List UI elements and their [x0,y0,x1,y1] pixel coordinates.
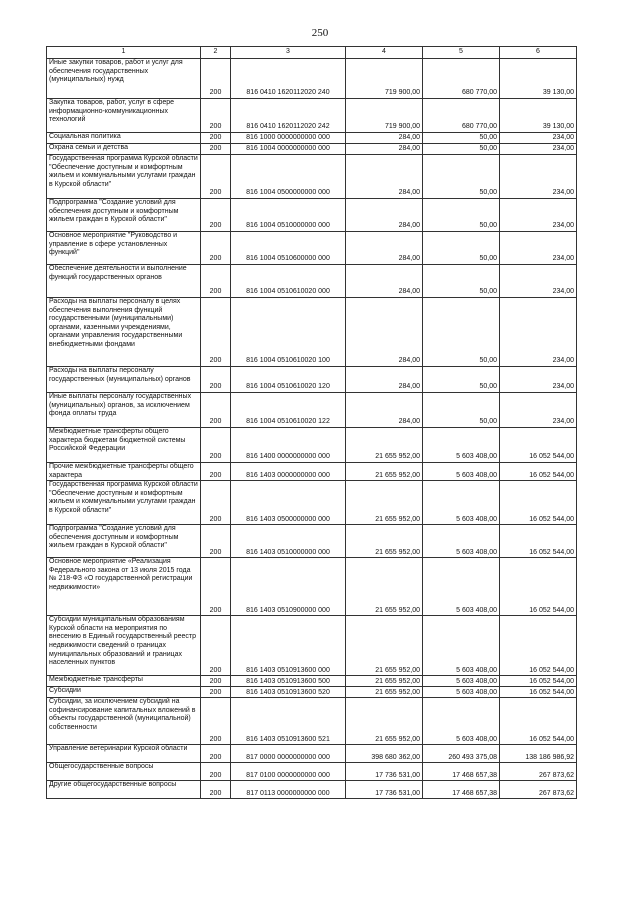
table-row [47,698,577,745]
row-name: Иные закупки товаров, работ и услуг для обеспечения государственных (муниципальных) нужд [47,59,201,99]
row-value-6: 267 873,62 [500,763,577,781]
row-budget-code: 816 1403 0510913600 521 [231,698,346,745]
row-name: Субсидии муниципальным образованиям Курской области на мероприятия по внесению в Единый государственный реестр недвижимости сведений о границах муниципальных образований и границах населенных пунктов [47,616,201,676]
row-value-6: 234,00 [500,265,577,298]
row-value-6: 234,00 [500,199,577,232]
row-admin-code: 200 [201,676,231,687]
row-value-4: 21 655 952,00 [346,558,423,616]
table-row [47,367,577,393]
row-value-4: 17 736 531,00 [346,781,423,799]
row-budget-code: 816 1403 0510000000 000 [231,525,346,558]
table-row [47,481,577,525]
row-value-4: 21 655 952,00 [346,463,423,481]
row-budget-code: 816 1403 0510913600 000 [231,616,346,676]
column-header: 3 [231,47,346,59]
row-name: Закупка товаров, работ, услуг в сфере информационно-коммуникационных технологий [47,99,201,133]
row-admin-code: 200 [201,481,231,525]
row-value-5: 5 603 408,00 [423,616,500,676]
row-admin-code: 200 [201,232,231,265]
row-value-4: 21 655 952,00 [346,428,423,463]
table-row [47,393,577,428]
row-name: Управление ветеринарии Курской области [47,745,201,763]
row-admin-code: 200 [201,698,231,745]
row-value-5: 50,00 [423,393,500,428]
row-admin-code: 200 [201,745,231,763]
row-value-4: 21 655 952,00 [346,698,423,745]
row-value-6: 39 130,00 [500,59,577,99]
row-value-5: 5 603 408,00 [423,481,500,525]
row-budget-code: 816 1004 0500000000 000 [231,155,346,199]
row-value-4: 284,00 [346,232,423,265]
row-value-4: 21 655 952,00 [346,525,423,558]
row-name: Субсидии [47,687,201,698]
row-value-5: 50,00 [423,367,500,393]
column-header: 5 [423,47,500,59]
row-budget-code: 816 1004 0510610020 120 [231,367,346,393]
row-value-6: 16 052 544,00 [500,687,577,698]
row-budget-code: 816 1400 0000000000 000 [231,428,346,463]
row-value-5: 5 603 408,00 [423,463,500,481]
row-value-5: 260 493 375,08 [423,745,500,763]
row-budget-code: 816 1403 0500000000 000 [231,481,346,525]
row-name: Подпрограмма "Создание условий для обеспечения доступным и комфортным жильем граждан в Курской области" [47,525,201,558]
table-row [47,298,577,367]
row-admin-code: 200 [201,393,231,428]
table-row [47,133,577,144]
column-header: 6 [500,47,577,59]
row-value-6: 16 052 544,00 [500,676,577,687]
row-value-4: 284,00 [346,298,423,367]
budget-table [46,46,577,799]
row-admin-code: 200 [201,298,231,367]
row-budget-code: 816 1004 0000000000 000 [231,144,346,155]
row-value-6: 16 052 544,00 [500,481,577,525]
table-row [47,232,577,265]
row-value-5: 5 603 408,00 [423,676,500,687]
row-budget-code: 816 1403 0510913600 500 [231,676,346,687]
row-name: Основное мероприятие "Руководство и управление в сфере установленных функций" [47,232,201,265]
row-value-5: 17 468 657,38 [423,781,500,799]
row-name: Обеспечение деятельности и выполнение функций государственных органов [47,265,201,298]
row-value-6: 234,00 [500,393,577,428]
row-budget-code: 817 0113 0000000000 000 [231,781,346,799]
table-row [47,781,577,799]
row-name: Расходы на выплаты персоналу государственных (муниципальных) органов [47,367,201,393]
row-value-6: 267 873,62 [500,781,577,799]
row-value-6: 234,00 [500,367,577,393]
row-value-6: 16 052 544,00 [500,616,577,676]
row-value-5: 50,00 [423,144,500,155]
row-name: Основное мероприятие «Реализация Федерального закона от 13 июля 2015 года № 218-ФЗ «О государственной регистрации недвижимости» [47,558,201,616]
row-admin-code: 200 [201,558,231,616]
row-value-5: 50,00 [423,298,500,367]
row-value-5: 5 603 408,00 [423,687,500,698]
row-budget-code: 816 1004 0510000000 000 [231,199,346,232]
row-value-5: 50,00 [423,133,500,144]
row-value-5: 50,00 [423,265,500,298]
table-row [47,99,577,133]
row-value-4: 21 655 952,00 [346,687,423,698]
row-value-4: 21 655 952,00 [346,616,423,676]
row-value-6: 234,00 [500,144,577,155]
row-name: Социальная политика [47,133,201,144]
row-name: Межбюджетные трансферты [47,676,201,687]
table-row [47,155,577,199]
row-value-5: 50,00 [423,232,500,265]
table-row [47,558,577,616]
row-admin-code: 200 [201,265,231,298]
row-value-4: 21 655 952,00 [346,676,423,687]
table-row [47,687,577,698]
row-value-6: 16 052 544,00 [500,463,577,481]
row-value-6: 138 186 986,92 [500,745,577,763]
row-value-4: 284,00 [346,393,423,428]
row-value-6: 234,00 [500,155,577,199]
row-value-5: 680 770,00 [423,99,500,133]
row-admin-code: 200 [201,133,231,144]
row-admin-code: 200 [201,616,231,676]
page-number: 250 [311,27,329,39]
row-value-6: 39 130,00 [500,99,577,133]
row-budget-code: 816 1000 0000000000 000 [231,133,346,144]
row-value-5: 5 603 408,00 [423,698,500,745]
table-row [47,763,577,781]
row-value-5: 5 603 408,00 [423,525,500,558]
row-value-5: 5 603 408,00 [423,428,500,463]
row-value-5: 5 603 408,00 [423,558,500,616]
row-admin-code: 200 [201,763,231,781]
row-name: Расходы на выплаты персоналу в целях обеспечения выполнения функций государственными (муниципальными) органами, казенными учреждениями, органами управления государственными внебюджетными фондами [47,298,201,367]
row-admin-code: 200 [201,199,231,232]
table-row [47,676,577,687]
row-budget-code: 816 0410 1620112020 242 [231,99,346,133]
row-value-5: 50,00 [423,199,500,232]
column-header: 4 [346,47,423,59]
row-name: Межбюджетные трансферты общего характера бюджетам бюджетной системы Российской Федерации [47,428,201,463]
row-admin-code: 200 [201,428,231,463]
row-value-5: 50,00 [423,155,500,199]
row-admin-code: 200 [201,59,231,99]
row-value-6: 16 052 544,00 [500,525,577,558]
row-budget-code: 816 1004 0510610020 000 [231,265,346,298]
row-admin-code: 200 [201,463,231,481]
row-value-4: 284,00 [346,265,423,298]
row-budget-code: 817 0000 0000000000 000 [231,745,346,763]
column-header: 1 [47,47,201,59]
row-name: Охрана семьи и детства [47,144,201,155]
row-name: Другие общегосударственные вопросы [47,781,201,799]
row-value-4: 284,00 [346,144,423,155]
row-value-4: 284,00 [346,199,423,232]
row-value-4: 284,00 [346,133,423,144]
row-name: Общегосударственные вопросы [47,763,201,781]
row-admin-code: 200 [201,525,231,558]
row-name: Государственная программа Курской области "Обеспечение доступным и комфортным жильем и коммунальными услугами граждан в Курской области" [47,155,201,199]
row-budget-code: 816 1004 0510600000 000 [231,232,346,265]
row-name: Субсидии, за исключением субсидий на софинансирование капитальных вложений в объекты государственной (муниципальной) собственности [47,698,201,745]
row-budget-code: 816 1004 0510610020 122 [231,393,346,428]
row-value-6: 234,00 [500,298,577,367]
row-value-4: 719 900,00 [346,99,423,133]
row-value-4: 398 680 362,00 [346,745,423,763]
row-value-4: 284,00 [346,155,423,199]
row-budget-code: 816 0410 1620112020 240 [231,59,346,99]
row-budget-code: 817 0100 0000000000 000 [231,763,346,781]
row-budget-code: 816 1403 0510900000 000 [231,558,346,616]
table-row [47,59,577,99]
row-admin-code: 200 [201,687,231,698]
row-value-6: 234,00 [500,133,577,144]
row-admin-code: 200 [201,367,231,393]
row-value-4: 17 736 531,00 [346,763,423,781]
row-name: Подпрограмма "Создание условий для обеспечения доступным и комфортным жильем граждан в Курской области" [47,199,201,232]
row-value-6: 16 052 544,00 [500,558,577,616]
row-value-4: 284,00 [346,367,423,393]
row-value-5: 680 770,00 [423,59,500,99]
row-admin-code: 200 [201,144,231,155]
header-row [47,47,577,59]
table-row [47,463,577,481]
row-budget-code: 816 1004 0510610020 100 [231,298,346,367]
row-admin-code: 200 [201,99,231,133]
row-name: Прочие межбюджетные трансферты общего характера [47,463,201,481]
table-row [47,265,577,298]
row-value-4: 21 655 952,00 [346,481,423,525]
table-row [47,525,577,558]
row-admin-code: 200 [201,781,231,799]
row-name: Государственная программа Курской области "Обеспечение доступным и комфортным жильем и коммунальными услугами граждан в Курской области" [47,481,201,525]
column-header: 2 [201,47,231,59]
table-row [47,428,577,463]
row-value-5: 17 468 657,38 [423,763,500,781]
row-value-4: 719 900,00 [346,59,423,99]
row-value-6: 16 052 544,00 [500,698,577,745]
row-budget-code: 816 1403 0510913600 520 [231,687,346,698]
row-value-6: 234,00 [500,232,577,265]
table-row [47,745,577,763]
table-row [47,616,577,676]
row-admin-code: 200 [201,155,231,199]
row-value-6: 16 052 544,00 [500,428,577,463]
row-name: Иные выплаты персоналу государственных (муниципальных) органов, за исключением фонда оплаты труда [47,393,201,428]
row-budget-code: 816 1403 0000000000 000 [231,463,346,481]
table-row [47,144,577,155]
table-row [47,199,577,232]
